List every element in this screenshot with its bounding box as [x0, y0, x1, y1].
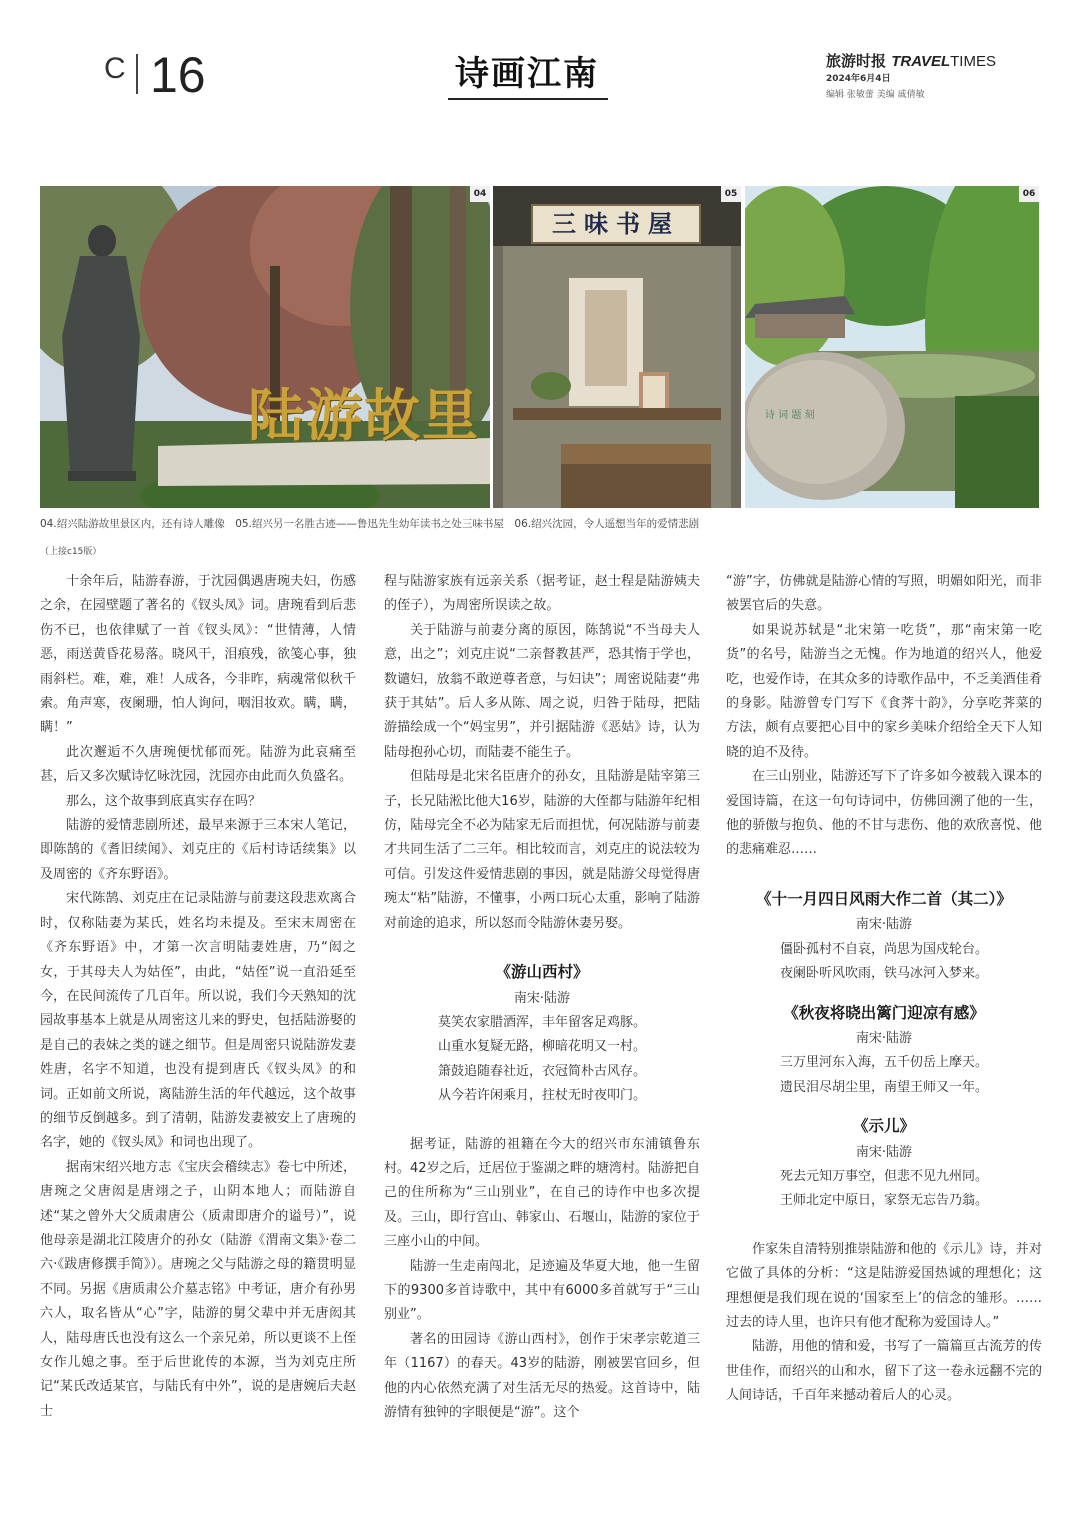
poem-autumn-night [726, 1001, 1042, 1101]
section-title: 诗画江南 [455, 54, 599, 94]
paragraph: 此次邂逅不久唐琬便忧郁而死。陆游为此哀痛至甚，后又多次赋诗忆咏沈园，沈园亦由此而久负盛名。 [40, 744, 356, 785]
paragraph: 作家朱自清特别推崇陆游和他的《示儿》诗，并对它做了具体的分析：“这是陆游爱国热诚的理想化；这理想便是我们现在说的‘国家至上’的信念的雏形。……过去的诗人里，也许只有他才配称为爱国诗人。” [726, 1241, 1042, 1330]
poem-title: 《秋夜将晓出篱门迎凉有感》 [783, 1003, 985, 1022]
newspaper-masthead [826, 50, 996, 71]
photo-number-badge: 04 [470, 186, 490, 202]
paper-name-en-bold: TRAVEL [891, 53, 951, 70]
photo-number-badge: 06 [1019, 186, 1039, 202]
paragraph: 十余年后，陆游春游，于沈园偶遇唐琬夫妇，伤感之余，在园壁题了著名的《钗头凤》词。唐琬看到后悲伤不已，也依律赋了一首《钗头凤》：“世情薄，人情恶，雨送黄昏花易落。晓风干，泪痕残，欲笺心事，独雨斜栏。难，难，难！人成各，今非昨，病魂常似秋千索。角声寒，夜阑珊，怕人询问，咽泪妆欢。瞒，瞒，瞒！” [40, 574, 356, 736]
poem-author: 南宋·陆游 [855, 917, 913, 933]
article-column-2 [384, 570, 700, 1425]
poem-to-my-son [726, 1114, 1042, 1214]
poem-title: 《游山西村》 [495, 963, 589, 982]
paper-name-cn: 旅游时报 [826, 52, 887, 70]
paper-name-en-rest: TIMES [950, 53, 996, 70]
paragraph: 据考证，陆游的祖籍在今大的绍兴市东浦镇鲁东村。42岁之后，迁居位于鉴湖之畔的塘湾村。陆游把自己的住所称为“三山别业”，在自己的诗作中也多次提及。三山，即行宫山、韩家山、石堰山，陆游的家位于三座小山的中间。 [384, 1136, 700, 1250]
article-column-3 [726, 570, 1042, 1409]
paragraph: 关于陆游与前妻分离的原因，陈鹄说“不当母夫人意，出之”；刘克庄说“二亲督教甚严，恐其惰于学也，数谴妇，放翁不敢逆尊者意，与妇诀”；周密说陆妻“弗获于其姑”。后人多从陈、周之说，归咎于陆母，把陆游描绘成一个“妈宝男”，并引据陆游《恶姑》诗，认为陆母抱孙心切，而陆妻不能生子。 [384, 622, 700, 760]
paragraph: 如果说苏轼是“北宋第一吃货”，那“南宋第一吃货”的名号，陆游当之无愧。作为地道的绍兴人，他爱吃，也爱作诗，在其众多的诗歌作品中，不乏美酒佳肴的身影。陆游曾专门写下《食荠十韵》，分享吃荠菜的方法，颇有点要把心目中的家乡美味介绍给全天下人知晓的迫不及待。 [726, 622, 1042, 760]
paragraph: “游”字，仿佛就是陆游心情的写照，明媚如阳光，而非被罢官后的失意。 [726, 574, 1042, 614]
poem-you-shanxi-village [384, 960, 700, 1108]
poem-storm-nov-fourth [726, 887, 1042, 987]
poem-line: 从今若许闲乘月，拄杖无时夜叩门。 [437, 1088, 646, 1104]
poem-line: 僵卧孤村不自哀，尚思为国戍轮台。 [779, 941, 988, 957]
paragraph: 陆游的爱情悲剧所述，最早来源于三本宋人笔记，即陈鹄的《耆旧续闻》、刘克庄的《后村诗话续集》以及周密的《齐东野语》。 [40, 818, 356, 882]
article-column-1 [40, 570, 356, 1424]
paragraph: 据南宋绍兴地方志《宝庆会稽续志》卷七中所述，唐琬之父唐闳是唐翊之子，山阴本地人；而陆游自述“某之曾外大父质肃唐公（质肃即唐介的谥号）”，说他母亲是湖北江陵唐介的孙女（陆游《渭南文集》·卷二六·《跋唐修撰手简》）。唐琬之父与陆游之母的籍贯明显不同。另据《唐质肃公介墓志铭》中考证，唐介有孙男六人，取名皆从“心”字，陆游的舅父辈中并无唐闳其人，陆母唐氏也没有这么一个亲兄弟，所以更谈不上侄女作儿媳之事。至于后世讹传的本源，当为刘克庄所记“某氏改适某官，与陆氏有中外”，说的是唐婉后夫赵士 [40, 1159, 356, 1419]
section-title-underline [448, 98, 608, 100]
poem-title: 《示儿》 [852, 1117, 915, 1136]
page-number: 16 [150, 47, 206, 103]
paragraph: 陆游一生走南闯北，足迹遍及华夏大地，他一生留下的9300多首诗歌中，其中有6000多首就写于“三山别业”。 [384, 1258, 700, 1323]
photo-shen-garden [745, 186, 1039, 508]
paragraph: 但陆母是北宋名臣唐介的孙女，且陆游是陆宰第三子，长兄陆淞比他大16岁，陆游的大侄都与陆游年纪相仿，陆母完全不必为陆家无后而担忧，何况陆游与前妻才共同生活了二三年。相比较而言，刘克庄的说法较为可信。引发这件爱情悲剧的事因，就是陆游父母觉得唐琬太“粘”陆游，不懂事，小两口玩心太重，影响了陆游对前途的追求，所以怒而令陆游休妻另娶。 [384, 769, 700, 931]
paragraph: 那么，这个故事到底真实存在吗？ [66, 793, 262, 809]
poem-author: 南宋·陆游 [855, 1030, 913, 1046]
poem-author: 南宋·陆游 [513, 990, 571, 1006]
plaque-sanwei-study: 三味书屋 [531, 204, 701, 244]
poem-line: 死去元知万事空，但悲不见九州同。 [779, 1168, 988, 1184]
sign-lu-you-hometown: 陆游故里 [248, 383, 480, 449]
photo-lu-you-hometown [40, 186, 490, 508]
photo-06-illustration [745, 186, 1039, 508]
page-code: C [104, 52, 128, 85]
photo-sanwei-study [493, 186, 741, 508]
poem-line: 三万里河东入海，五千仞岳上摩天。 [779, 1055, 988, 1071]
page-number-divider [136, 54, 138, 94]
poem-line: 遗民泪尽胡尘里，南望王师又一年。 [779, 1079, 988, 1095]
paragraph: 陆游，用他的情和爱，书写了一篇篇亘古流芳的传世佳作，而绍兴的山和水，留下了这一卷永远翻不完的人间诗话，千百年来撼动着后人的心灵。 [726, 1339, 1042, 1404]
poem-line: 箫鼓追随春社近，衣冠简朴古风存。 [437, 1063, 646, 1079]
photo-caption: 04.绍兴陆游故里景区内，还有诗人雕像 05.绍兴另一名胜古迹——鲁迅先生幼年读书之处三味书屋 06.绍兴沈园，令人遥想当年的爱情悲剧 [40, 518, 700, 530]
photo-04-illustration [40, 186, 490, 508]
paragraph: 著名的田园诗《游山西村》，创作于宋孝宗乾道三年（1167）的春天。43岁的陆游，刚被罢官回乡，但他的内心依然充满了对生活无尽的热爱。这首诗中，陆游情有独钟的字眼便是“游”。这个 [384, 1331, 700, 1420]
poem-line: 王师北定中原日，家祭无忘告乃翁。 [779, 1193, 988, 1209]
photo-number-badge: 05 [721, 186, 741, 202]
issue-date: 2024年6月4日 [826, 74, 891, 84]
poem-title: 《十一月四日风雨大作二首（其二）》 [756, 889, 1012, 908]
editors-credit: 编辑 张敏蕾 美编 戚倩敏 [826, 90, 925, 100]
poem-line: 莫笑农家腊酒浑，丰年留客足鸡豚。 [437, 1014, 646, 1030]
poem-line: 山重水复疑无路，柳暗花明又一村。 [437, 1039, 646, 1055]
svg-text:诗 词 题 刻: 诗 词 题 刻 [765, 410, 815, 421]
paragraph: 在三山别业，陆游还写下了许多如今被载入课本的爱国诗篇，在这一句句诗词中，仿佛回溯了他的一生，他的骄傲与抱负、他的不甘与悲伤、他的欢欣喜悦、他的悲痛难忍…… [726, 769, 1042, 858]
paragraph: 程与陆游家族有远亲关系（据考证，赵士程是陆游姨夫的侄子），为周密所误读之故。 [384, 574, 700, 614]
poem-author: 南宋·陆游 [855, 1144, 913, 1160]
paragraph: 宋代陈鹄、刘克庄在记录陆游与前妻这段悲欢离合时，仅称陆妻为某氏，姓名均未提及。至宋末周密在《齐东野语》中，才第一次言明陆妻姓唐，乃“闳之女，于其母夫人为姑侄”，由此，“姑侄”说一直沿延至今，在民间流传了几百年。所以说，我们今天熟知的沈园故事基本上就是从周密这儿来的野史，包括陆游娶的是自己的表妹之类的谜之细节。但是周密只说陆游发妻姓唐，名字不知道，也没有提到唐氏《钗头凤》的和词。正如前文所说，离陆游生活的年代越远，这个故事的细节反倒越多。到了清朝，陆游发妻被安上了唐琬的名字，她的《钗头凤》和词也出现了。 [40, 891, 356, 1151]
poem-line: 夜阑卧听风吹雨，铁马冰河入梦来。 [779, 966, 988, 982]
continued-note: （上接c15版） [40, 547, 102, 557]
